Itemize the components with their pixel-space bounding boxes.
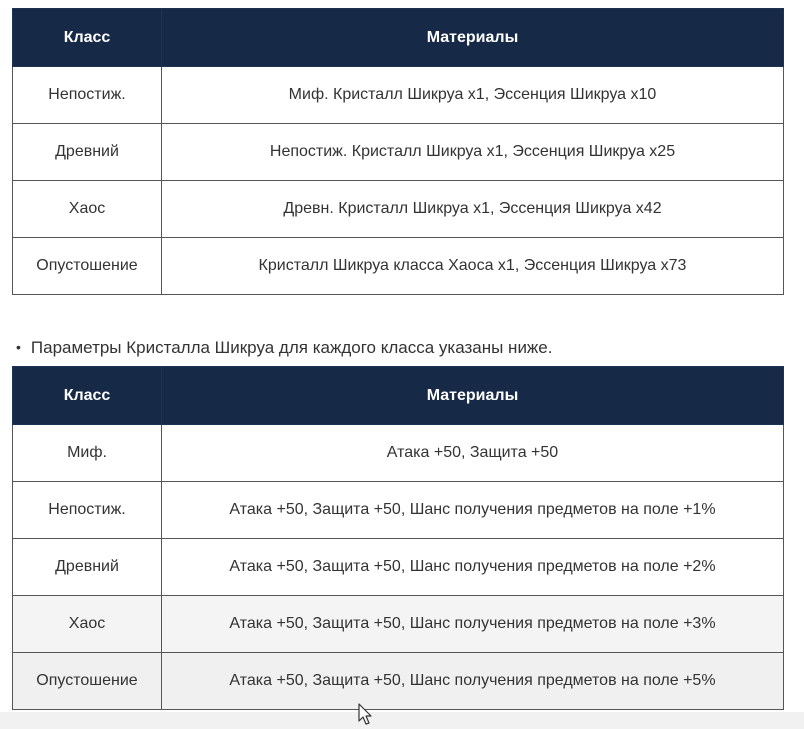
- crystal-parameters-note: [16, 338, 553, 358]
- column-header-class: Класс: [13, 9, 162, 67]
- class-cell: Хаос: [13, 181, 162, 238]
- table-row: [13, 596, 784, 653]
- column-header-materials: Материалы: [162, 367, 784, 425]
- parameters-cell: Атака +50, Защита +50, Шанс получения предметов на поле +2%: [162, 539, 784, 596]
- parameters-cell: Атака +50, Защита +50, Шанс получения предметов на поле +3%: [162, 596, 784, 653]
- class-cell: Опустошение: [13, 653, 162, 710]
- materials-cell: Древн. Кристалл Шикруа x1, Эссенция Шикруа x42: [162, 181, 784, 238]
- class-cell: Непостиж.: [13, 67, 162, 124]
- class-cell: Хаос: [13, 596, 162, 653]
- column-header-class: Класс: [13, 367, 162, 425]
- table-row: [13, 124, 784, 181]
- crystal-parameters-table: [12, 366, 784, 710]
- materials-cell: Миф. Кристалл Шикруа x1, Эссенция Шикруа x10: [162, 67, 784, 124]
- class-cell: Миф.: [13, 425, 162, 482]
- parameters-cell: Атака +50, Защита +50: [162, 425, 784, 482]
- class-cell: Древний: [13, 124, 162, 181]
- bullet-icon: •: [16, 339, 21, 355]
- table-row: [13, 539, 784, 596]
- table-row: [13, 653, 784, 710]
- column-header-materials: Материалы: [162, 9, 784, 67]
- bottom-strip: [0, 712, 804, 729]
- materials-cell: Кристалл Шикруа класса Хаоса x1, Эссенция Шикруа x73: [162, 238, 784, 295]
- materials-cell: Непостиж. Кристалл Шикруа x1, Эссенция Шикруа x25: [162, 124, 784, 181]
- crystal-materials-table: [12, 8, 784, 295]
- table-row: [13, 238, 784, 295]
- note-text: Параметры Кристалла Шикруа для каждого класса указаны ниже.: [30, 338, 553, 357]
- class-cell: Непостиж.: [13, 482, 162, 539]
- table-header-row: [13, 367, 784, 425]
- table-row: [13, 181, 784, 238]
- table-row: [13, 482, 784, 539]
- class-cell: Опустошение: [13, 238, 162, 295]
- table-row: [13, 425, 784, 482]
- mouse-pointer-icon: [357, 703, 373, 727]
- table-row: [13, 67, 784, 124]
- parameters-cell: Атака +50, Защита +50, Шанс получения предметов на поле +5%: [162, 653, 784, 710]
- parameters-cell: Атака +50, Защита +50, Шанс получения предметов на поле +1%: [162, 482, 784, 539]
- class-cell: Древний: [13, 539, 162, 596]
- table-header-row: [13, 9, 784, 67]
